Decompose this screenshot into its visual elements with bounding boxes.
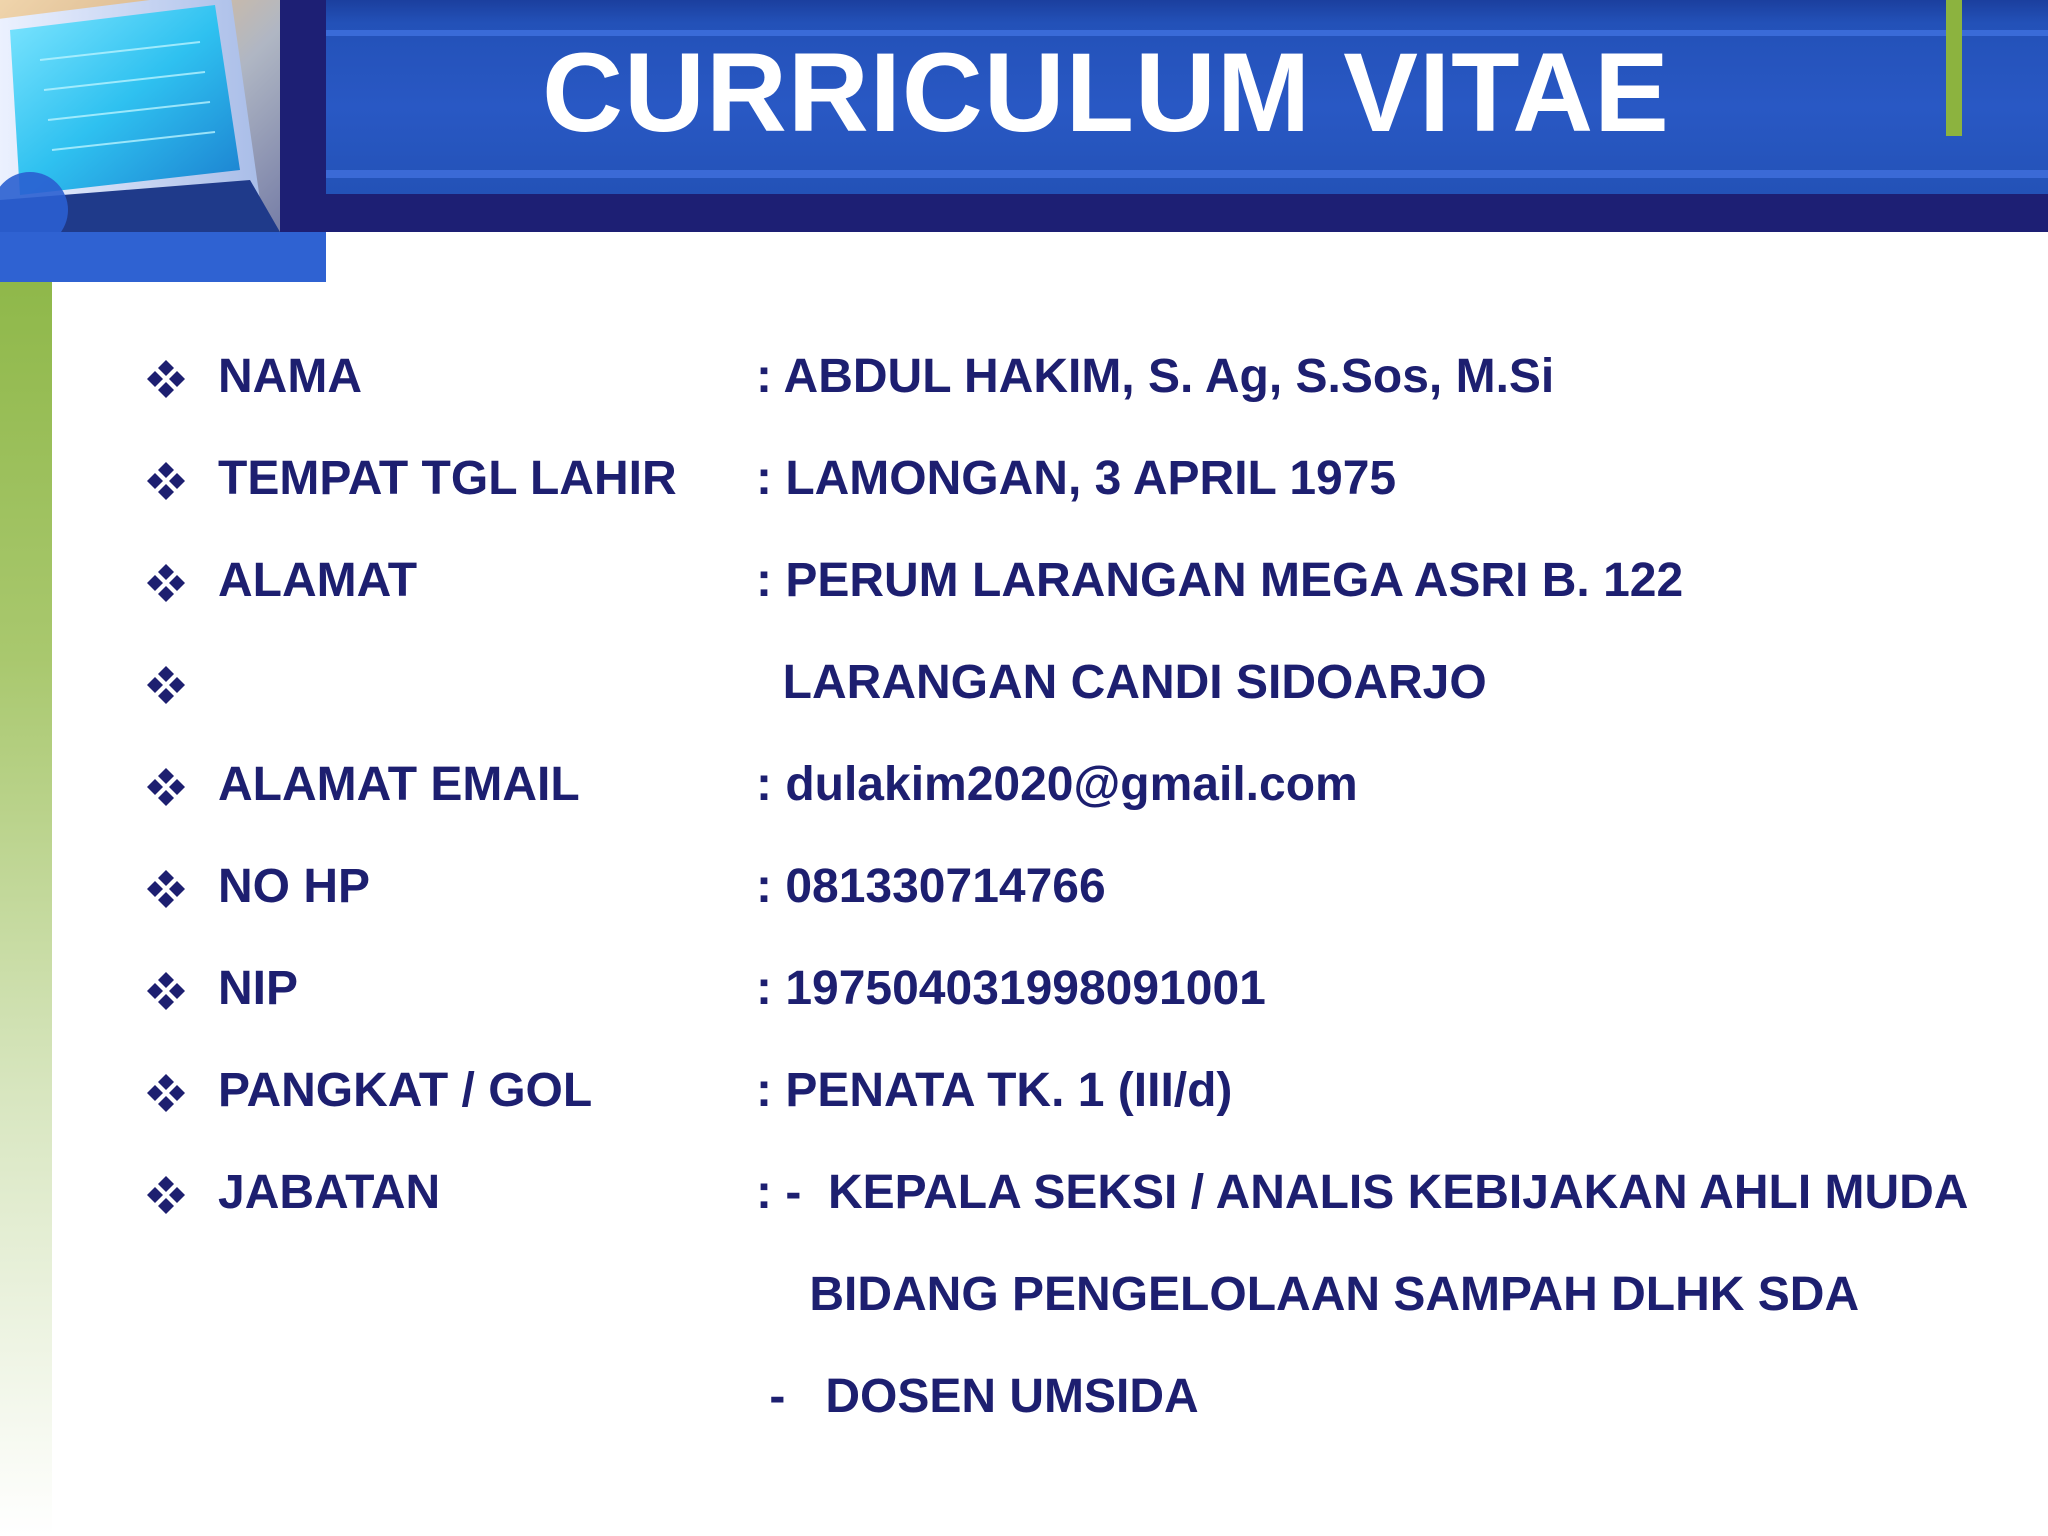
cv-row <box>0 439 2048 519</box>
field-value: LARANGAN CANDI SIDOARJO <box>756 656 1487 709</box>
field-value: : ABDUL HAKIM, S. Ag, S.Sos, M.Si <box>756 350 1555 403</box>
cv-row <box>0 337 2048 417</box>
slide-title: CURRICULUM VITAE <box>542 30 1670 155</box>
four-diamond-bullet-icon <box>144 459 188 503</box>
four-diamond-bullet-icon <box>144 663 188 707</box>
logo-base-bar <box>0 232 326 282</box>
four-diamond-bullet-icon <box>144 561 188 605</box>
field-label: ALAMAT <box>218 554 418 607</box>
cv-row <box>0 1051 2048 1131</box>
cv-row <box>0 949 2048 1029</box>
field-value: : LAMONGAN, 3 APRIL 1975 <box>756 452 1397 505</box>
four-diamond-bullet-icon <box>144 1173 188 1217</box>
header-stripe-bottom <box>326 170 2048 178</box>
field-value: - DOSEN UMSIDA <box>756 1370 1199 1423</box>
cv-row <box>0 1357 2048 1437</box>
cv-row <box>0 1255 2048 1335</box>
cv-row <box>0 745 2048 825</box>
field-label: PANGKAT / GOL <box>218 1064 593 1117</box>
field-label: TEMPAT TGL LAHIR <box>218 452 677 505</box>
header-divider <box>280 0 326 232</box>
cv-row <box>0 643 2048 723</box>
four-diamond-bullet-icon <box>144 867 188 911</box>
four-diamond-bullet-icon <box>144 765 188 809</box>
computer-monitor-icon <box>0 0 280 232</box>
four-diamond-bullet-icon <box>144 969 188 1013</box>
field-value: : dulakim2020@gmail.com <box>756 758 1358 811</box>
field-value: : 197504031998091001 <box>756 962 1266 1015</box>
field-value: : 081330714766 <box>756 860 1106 913</box>
field-value: : PERUM LARANGAN MEGA ASRI B. 122 <box>756 554 1684 607</box>
field-value: : - KEPALA SEKSI / ANALIS KEBIJAKAN AHLI MUDA <box>756 1166 1969 1219</box>
field-label: NIP <box>218 962 299 1015</box>
field-value: : PENATA TK. 1 (III/d) <box>756 1064 1233 1117</box>
field-label: NAMA <box>218 350 362 403</box>
cv-row <box>0 541 2048 621</box>
cv-row <box>0 1153 2048 1233</box>
four-diamond-bullet-icon <box>144 357 188 401</box>
field-label: ALAMAT EMAIL <box>218 758 580 811</box>
green-accent-bar <box>1946 0 1962 136</box>
field-label: JABATAN <box>218 1166 441 1219</box>
field-label: NO HP <box>218 860 371 913</box>
field-value: BIDANG PENGELOLAAN SAMPAH DLHK SDA <box>756 1268 1860 1321</box>
cv-row <box>0 847 2048 927</box>
four-diamond-bullet-icon <box>144 1071 188 1115</box>
